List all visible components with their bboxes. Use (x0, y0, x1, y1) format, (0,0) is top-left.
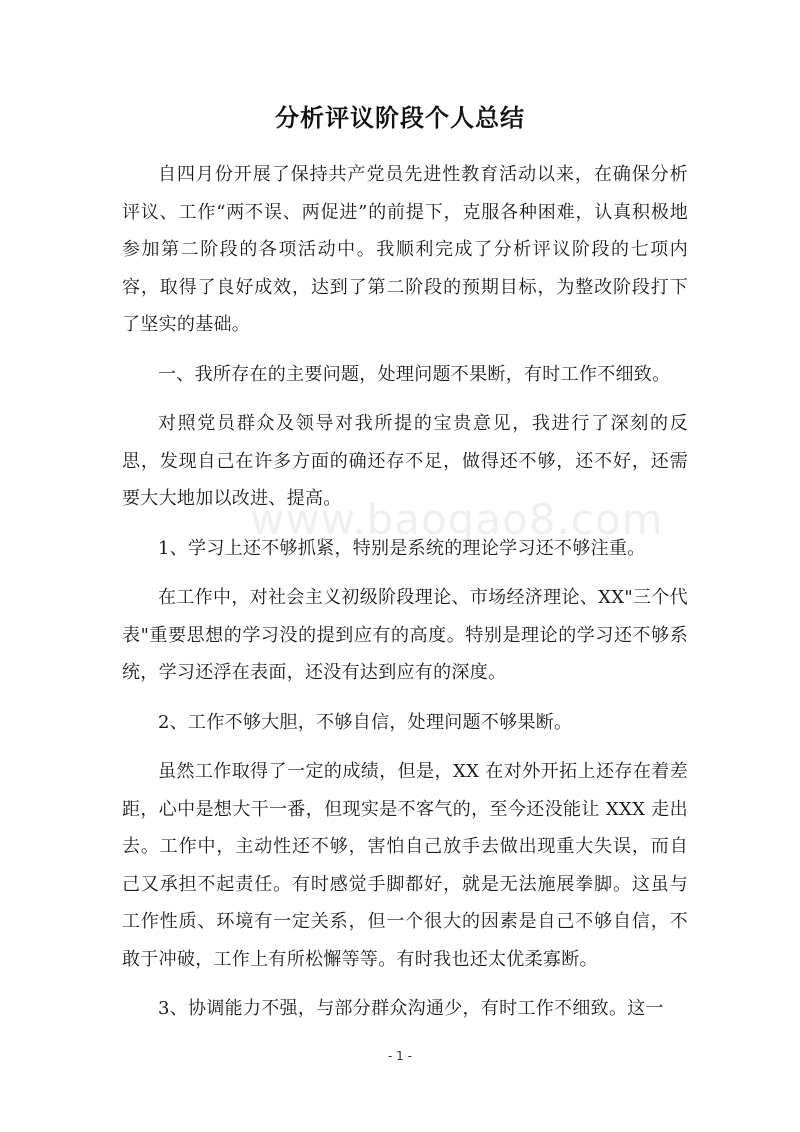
document-body (122, 156, 688, 1040)
paragraph-intro: 自四月份开展了保持共产党员先进性教育活动以来，在确保分析评议、工作“两不误、两促进”的前提下，克服各种困难，认真积极地参加第二阶段的各项活动中。我顺利完成了分析评议阶段的七项内容，取得了良好成效，达到了第二阶段的预期目标，为整改阶段打下了坚实的基础。 (122, 164, 688, 335)
document-title: 分析评议阶段个人总结 (275, 104, 525, 132)
page-number: - 1 - (388, 1049, 412, 1063)
paragraph-item-1-heading: 1、学习上还不够抓紧，特别是系统的理论学习还不够注重。 (158, 537, 646, 559)
paragraph-section-1-heading: 一、我所存在的主要问题，处理问题不果断，有时工作不细致。 (158, 363, 671, 385)
paragraph-item-3-heading: 3、协调能力不强，与部分群众沟通少，有时工作不细致。这一 (158, 998, 664, 1019)
watermark: www.baogao8.com (250, 495, 664, 544)
paragraph-item-1-body: 在工作中，对社会主义初级阶段理论、市场经济理论、XX"三个代表"重要思想的学习没的提到应有的高度。特别是理论的学习还不够系统，学习还浮在表面，还没有达到应有的深度。 (122, 587, 688, 683)
paragraph-item-2-heading: 2、工作不够大胆，不够自信，处理问题不够果断。 (158, 711, 573, 733)
paragraph-item-2-body: 虽然工作取得了一定的成绩，但是，XX 在对外开拓上还存在着差距，心中是想大干一番，但现实是不客气的，至今还没能让 XXX 走出去。工作中，主动性还不够，害怕自己放手去做出现重大失误，而自己又承担不起责任。有时感觉手脚都好，就是无法施展拳脚。这虽与工作性质、环境有一定关系，但一个很大的因素是自己不够自信，不敢于冲破，工作上有所松懈等等。有时我也还太优柔寡断。 (122, 761, 688, 970)
paragraph-reflection: 对照党员群众及领导对我所提的宝贵意见，我进行了深刻的反思，发现自己在许多方面的确还存不足，做得还不够，还不好，还需要大大地加以改进、提高。 (122, 413, 688, 509)
